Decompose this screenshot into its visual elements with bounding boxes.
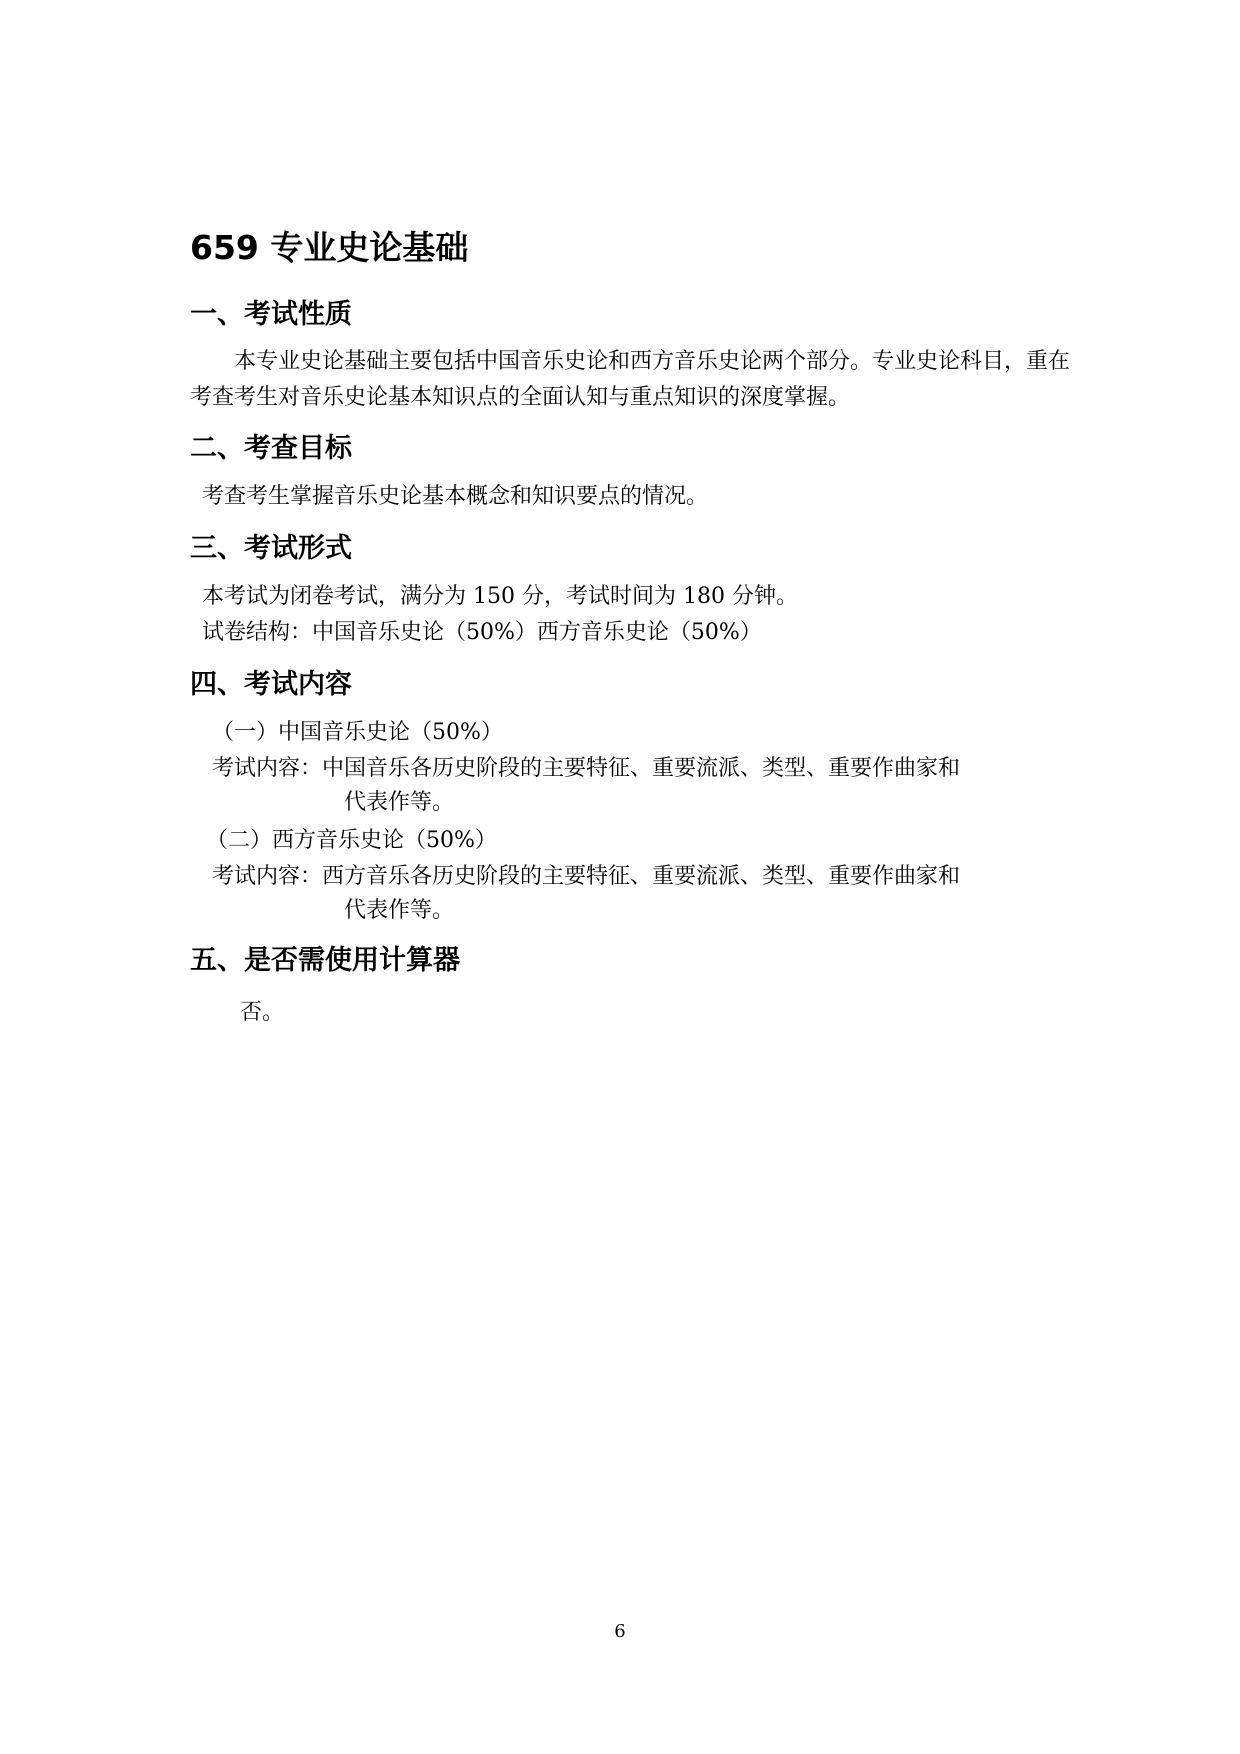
subsection-title-western-music: （二）西方音乐史论（50%） (206, 828, 497, 853)
content-label: 考试内容： (212, 756, 323, 781)
content-text-continued: 代表作等。 (344, 790, 455, 815)
section-heading-exam-format: 三、考试形式 (190, 533, 352, 564)
subsection-content-western-music (212, 860, 1070, 928)
subsection-title-chinese-music: （一）中国音乐史论（50%） (212, 720, 503, 745)
page-title: 659 专业史论基础 (190, 228, 469, 267)
content-text: 西方音乐各历史阶段的主要特征、重要流派、类型、重要作曲家和 (322, 864, 961, 889)
section-heading-exam-content: 四、考试内容 (190, 669, 352, 700)
exam-structure-line: 试卷结构：中国音乐史论（50%）西方音乐史论（50%） (202, 620, 762, 645)
exam-format-line: 本考试为闭卷考试，满分为 150 分，考试时间为 180 分钟。 (202, 584, 798, 609)
section-paragraph-exam-nature: 本专业史论基础主要包括中国音乐史论和西方音乐史论两个部分。专业史论科目，重在考查考生对音乐史论基本知识点的全面认知与重点知识的深度掌握。 (190, 349, 1071, 410)
subsection-content-chinese-music (212, 752, 1070, 820)
section-heading-exam-nature: 一、考试性质 (190, 299, 352, 330)
section-heading-exam-goal: 二、考查目标 (190, 433, 352, 464)
content-text-continued: 代表作等。 (344, 898, 455, 923)
content-label: 考试内容： (212, 864, 323, 889)
content-text: 中国音乐各历史阶段的主要特征、重要流派、类型、重要作曲家和 (322, 756, 961, 781)
page-number: 6 (614, 1621, 626, 1642)
section-text-exam-goal: 考查考生掌握音乐史论基本概念和知识要点的情况。 (202, 484, 709, 509)
calculator-answer: 否。 (240, 1000, 285, 1025)
section-heading-calculator: 五、是否需使用计算器 (190, 945, 460, 976)
